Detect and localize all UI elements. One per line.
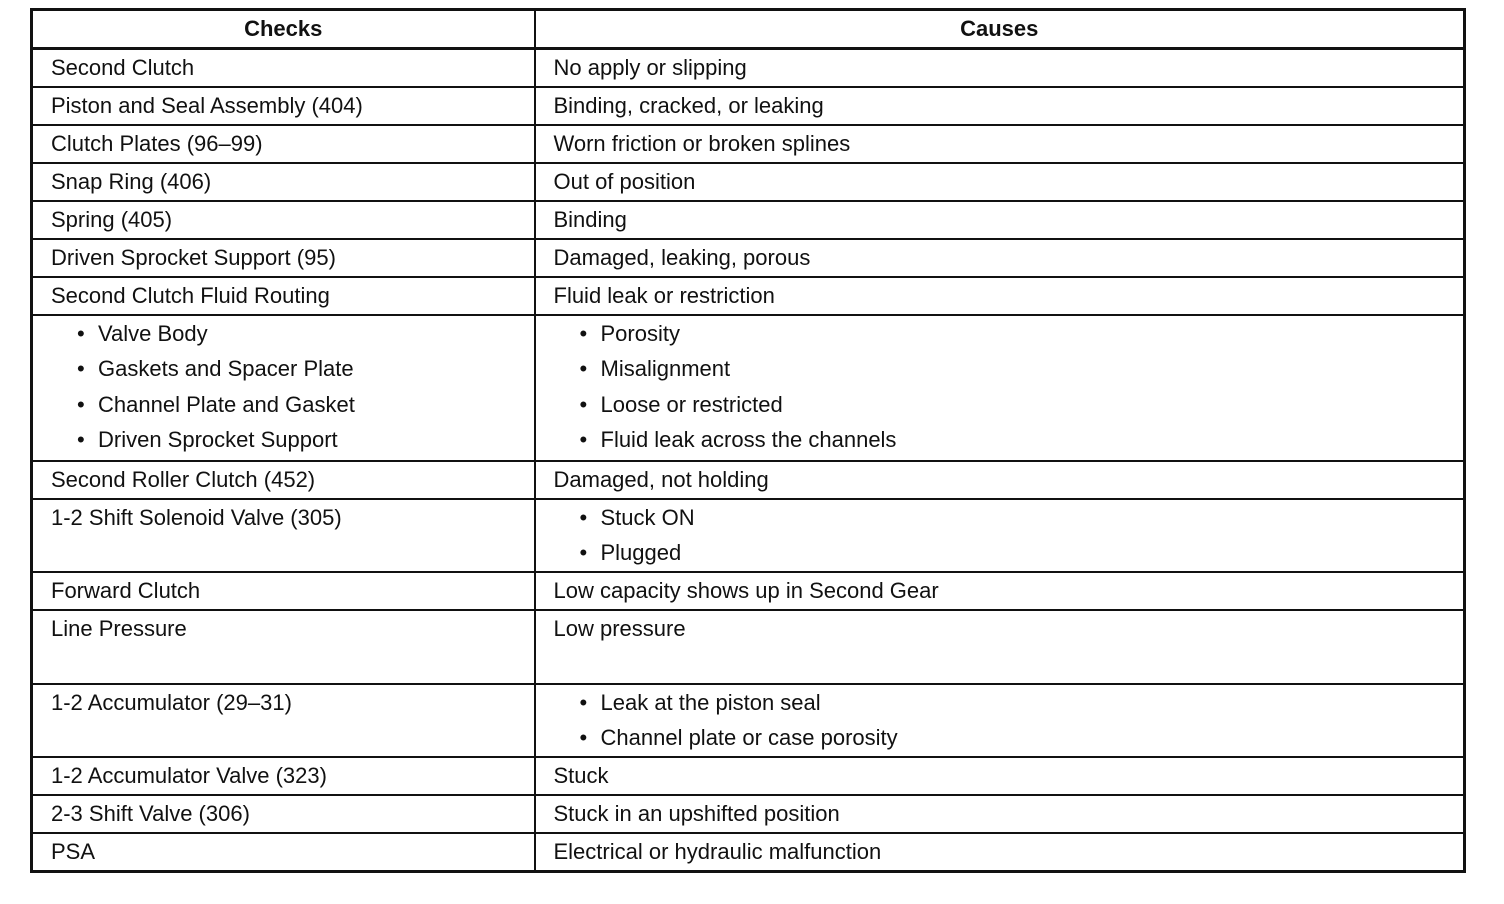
check-bullet-list bbox=[51, 316, 534, 458]
table-row bbox=[32, 201, 1465, 239]
list-item: • Loose or restricted bbox=[580, 387, 1464, 423]
list-item: • Driven Sprocket Support bbox=[77, 422, 534, 458]
checks-column-header: Checks bbox=[32, 10, 535, 49]
check-cell: Forward Clutch bbox=[32, 572, 535, 610]
check-cell: 1-2 Shift Solenoid Valve (305) bbox=[32, 499, 535, 572]
table-row bbox=[32, 795, 1465, 833]
list-item: • Fluid leak across the channels bbox=[580, 422, 1464, 458]
table-row bbox=[32, 239, 1465, 277]
check-cell: Piston and Seal Assembly (404) bbox=[32, 87, 535, 125]
check-cell: Second Clutch bbox=[32, 48, 535, 87]
cause-bullet-list bbox=[554, 316, 1464, 458]
causes-column-header: Causes bbox=[535, 10, 1465, 49]
list-item: • Channel plate or case porosity bbox=[580, 720, 1464, 756]
check-cell: Line Pressure bbox=[32, 610, 535, 684]
table-row bbox=[32, 461, 1465, 499]
table-row bbox=[32, 684, 1465, 757]
cause-cell: No apply or slipping bbox=[535, 48, 1465, 87]
cause-cell: Electrical or hydraulic malfunction bbox=[535, 833, 1465, 872]
table-row bbox=[32, 572, 1465, 610]
cause-cell: Worn friction or broken splines bbox=[535, 125, 1465, 163]
table-row bbox=[32, 499, 1465, 572]
cause-cell: Out of position bbox=[535, 163, 1465, 201]
cause-cell bbox=[535, 499, 1465, 572]
check-cell: PSA bbox=[32, 833, 535, 872]
list-item: • Gaskets and Spacer Plate bbox=[77, 351, 534, 387]
table-row bbox=[32, 87, 1465, 125]
cause-cell: Stuck bbox=[535, 757, 1465, 795]
cause-bullet-list bbox=[554, 685, 1464, 756]
check-cell: Driven Sprocket Support (95) bbox=[32, 239, 535, 277]
check-cell: 1-2 Accumulator Valve (323) bbox=[32, 757, 535, 795]
table-header-row bbox=[32, 10, 1465, 49]
cause-bullet-list bbox=[554, 500, 1464, 571]
cause-cell: Damaged, not holding bbox=[535, 461, 1465, 499]
table-row bbox=[32, 48, 1465, 87]
table-row bbox=[32, 277, 1465, 315]
cause-cell: Binding, cracked, or leaking bbox=[535, 87, 1465, 125]
diagnosis-table bbox=[30, 8, 1466, 873]
cause-cell: Stuck in an upshifted position bbox=[535, 795, 1465, 833]
table-row bbox=[32, 163, 1465, 201]
check-cell: Clutch Plates (96–99) bbox=[32, 125, 535, 163]
list-item: • Plugged bbox=[580, 535, 1464, 571]
list-item: • Misalignment bbox=[580, 351, 1464, 387]
check-cell: Second Roller Clutch (452) bbox=[32, 461, 535, 499]
cause-cell: Low capacity shows up in Second Gear bbox=[535, 572, 1465, 610]
check-cell: 1-2 Accumulator (29–31) bbox=[32, 684, 535, 757]
check-cell: Snap Ring (406) bbox=[32, 163, 535, 201]
check-cell: Spring (405) bbox=[32, 201, 535, 239]
cause-cell: Fluid leak or restriction bbox=[535, 277, 1465, 315]
cause-cell: Low pressure bbox=[535, 610, 1465, 684]
cause-cell: Binding bbox=[535, 201, 1465, 239]
list-item: • Stuck ON bbox=[580, 500, 1464, 536]
list-item: • Channel Plate and Gasket bbox=[77, 387, 534, 423]
list-item: • Leak at the piston seal bbox=[580, 685, 1464, 721]
table-row bbox=[32, 125, 1465, 163]
cause-cell bbox=[535, 315, 1465, 461]
table-row bbox=[32, 833, 1465, 872]
check-cell: 2-3 Shift Valve (306) bbox=[32, 795, 535, 833]
table-row bbox=[32, 757, 1465, 795]
cause-cell bbox=[535, 684, 1465, 757]
table-row bbox=[32, 315, 1465, 461]
table-row bbox=[32, 610, 1465, 684]
check-cell: Second Clutch Fluid Routing bbox=[32, 277, 535, 315]
check-cell bbox=[32, 315, 535, 461]
list-item: • Porosity bbox=[580, 316, 1464, 352]
cause-cell: Damaged, leaking, porous bbox=[535, 239, 1465, 277]
list-item: • Valve Body bbox=[77, 316, 534, 352]
